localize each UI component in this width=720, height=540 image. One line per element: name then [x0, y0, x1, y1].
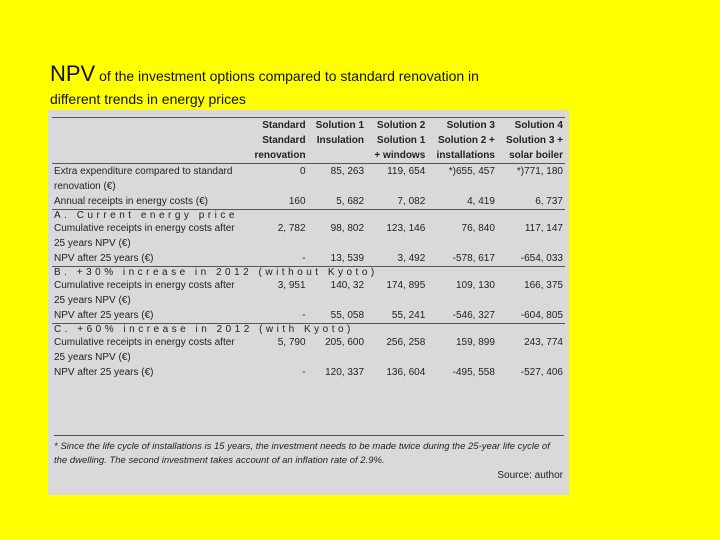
header-cell: Standard: [262, 135, 306, 146]
header-cell: [52, 148, 246, 164]
header-cell: Solution 1: [308, 118, 366, 134]
table-cell: 119, 654: [366, 164, 427, 195]
table-row: [52, 164, 565, 195]
table-cell: 98, 802: [330, 223, 365, 234]
header-cell: [52, 133, 246, 148]
table-cell: 55, 241: [391, 310, 426, 321]
row-label: NPV after 25 years (€): [54, 310, 154, 321]
table-cell: -654, 033: [520, 253, 563, 264]
header-row: [52, 133, 565, 148]
table-cell: 205, 600: [325, 337, 365, 348]
section-label: B. +30% increase in 2012 (without Kyoto): [52, 267, 565, 279]
slide-title: [50, 63, 610, 111]
table-cell: 2, 782: [277, 223, 306, 234]
header-cell: Solution 3 +: [506, 135, 563, 146]
table-cell: 5, 790: [277, 337, 306, 348]
row-label: Cumulative receipts in energy costs after 25 years NPV (€): [54, 280, 235, 306]
table-row: [52, 194, 565, 210]
row-label: Cumulative receipts in energy costs after 25 years NPV (€): [54, 223, 235, 249]
section-row: [52, 267, 565, 279]
npv-table-image: [48, 110, 569, 495]
header-cell: + windows: [374, 150, 426, 161]
table-cell: 3, 492: [397, 253, 426, 264]
table-cell: 160: [288, 196, 306, 207]
section-row: [52, 210, 565, 222]
table-cell: -604, 805: [520, 310, 563, 321]
row-label: Extra expenditure compared to standard renovation (€): [52, 164, 246, 195]
table-row: [52, 251, 565, 267]
title-line2: different trends in energy prices: [50, 91, 246, 107]
table-cell: 4, 419: [467, 196, 495, 207]
table-cell: 0: [246, 164, 308, 195]
header-cell: Standard: [246, 118, 308, 134]
header-cell: Solution 2: [366, 118, 427, 134]
section-row: [52, 324, 565, 336]
table-cell: *)655, 457: [427, 164, 497, 195]
table-row: [52, 365, 565, 380]
table-cell: -: [302, 310, 306, 321]
table-cell: 5, 682: [336, 196, 365, 207]
header-cell: [52, 118, 246, 134]
table-cell: 120, 337: [325, 367, 365, 378]
header-cell: Insulation: [316, 135, 365, 146]
header-row: [52, 148, 565, 164]
table-cell: 256, 258: [386, 337, 426, 348]
table-cell: 6, 737: [535, 196, 563, 207]
table-cell: -: [302, 253, 306, 264]
table-cell: 109, 130: [455, 280, 495, 291]
section-label: C. +60% increase in 2012 (with Kyoto): [52, 324, 565, 336]
table-cell: 136, 604: [386, 367, 426, 378]
section-label: A. Current energy price: [52, 210, 565, 222]
header-row: [52, 118, 565, 134]
table-footnote: * Since the life cycle of installations is 15 years, the investment needs to be made twice during the 25-year life cycle of the dwelling. The second investment takes account of an inflation rate of 2.9%.: [54, 435, 564, 468]
table-cell: 117, 147: [524, 223, 563, 234]
row-label: Cumulative receipts in energy costs after 25 years NPV (€): [54, 337, 235, 363]
header-cell: Solution 3: [427, 118, 497, 134]
title-line1: of the investment options compared to standard renovation in: [95, 68, 479, 84]
table-source: Source: author: [497, 470, 563, 481]
title-npv: NPV: [50, 61, 96, 86]
table-row: [52, 221, 565, 251]
table-cell: 159, 899: [455, 337, 495, 348]
header-cell: installations: [436, 150, 495, 161]
header-cell: Solution 2 +: [437, 135, 495, 146]
header-cell: renovation: [254, 150, 306, 161]
table-cell: 174, 895: [386, 280, 426, 291]
header-cell: [308, 148, 366, 164]
table-cell: 123, 146: [386, 223, 426, 234]
npv-table: [52, 117, 565, 380]
row-label: Annual receipts in energy costs (€): [54, 196, 208, 207]
table-row: [52, 335, 565, 365]
row-label: NPV after 25 years (€): [54, 253, 154, 264]
table-row: [52, 278, 565, 308]
table-cell: -546, 327: [452, 310, 495, 321]
table-cell: 140, 32: [330, 280, 365, 291]
row-label: NPV after 25 years (€): [54, 367, 154, 378]
table-cell: -495, 558: [452, 367, 495, 378]
table-cell: 76, 840: [461, 223, 495, 234]
table-cell: 243, 774: [524, 337, 563, 348]
header-cell: Solution 4: [497, 118, 565, 134]
table-row: [52, 308, 565, 324]
table-cell: 7, 082: [397, 196, 426, 207]
table-cell: 85, 263: [308, 164, 366, 195]
table-cell: 3, 951: [277, 280, 306, 291]
table-cell: 166, 375: [524, 280, 563, 291]
table-cell: *)771, 180: [497, 164, 565, 195]
table-cell: -: [302, 367, 306, 378]
header-cell: solar boiler: [509, 150, 563, 161]
table-cell: -578, 617: [452, 253, 495, 264]
header-cell: Solution 1: [376, 135, 426, 146]
table-cell: -527, 406: [520, 367, 563, 378]
table-cell: 13, 539: [330, 253, 365, 264]
table-cell: 55, 058: [330, 310, 365, 321]
